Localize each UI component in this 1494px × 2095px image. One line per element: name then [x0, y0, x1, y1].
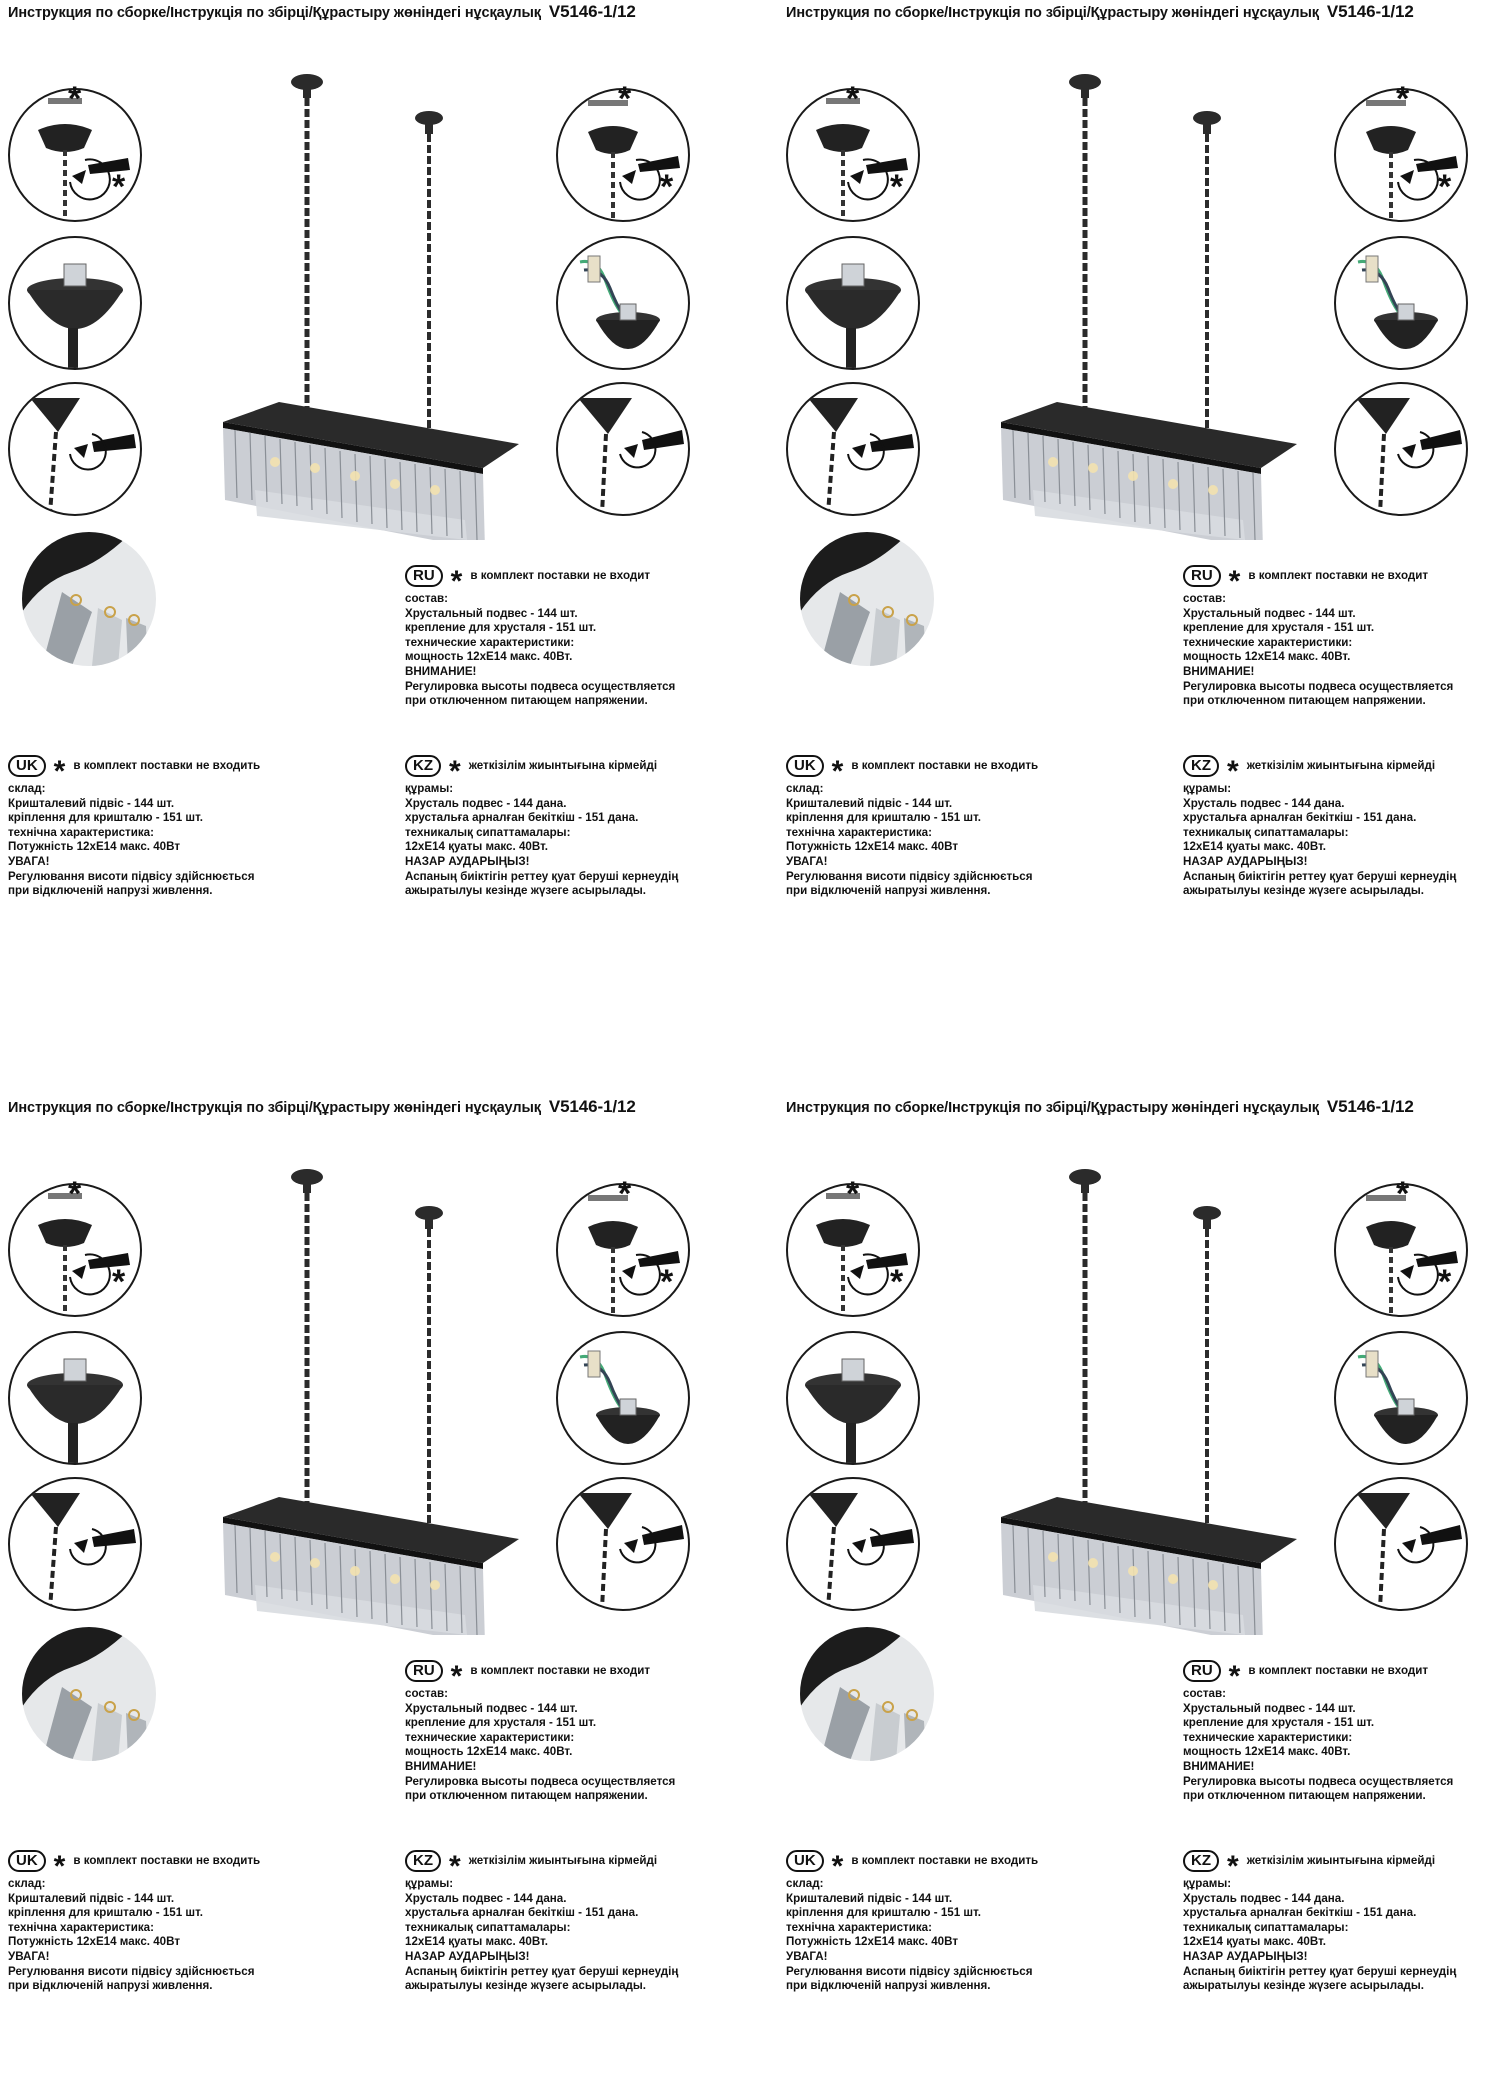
- ru-line: состав:: [405, 1687, 448, 1700]
- kz-line: ажыратылуы кезінде жүзеге асырылады.: [405, 1979, 647, 1993]
- kz-line: НАЗАР АУДАРЫҢЫЗ!: [405, 854, 530, 868]
- ru-line: Хрустальный подвес - 144 шт.: [1183, 606, 1356, 620]
- not-included-mark: *: [112, 168, 126, 206]
- uk-line: кріплення для кришталю - 151 шт.: [786, 1906, 981, 1920]
- step-canopy-tighten-left: [8, 382, 142, 516]
- uk-line: УВАГА!: [786, 854, 828, 868]
- ru-line: ВНИМАНИЕ!: [1183, 1759, 1255, 1773]
- kz-line: техникалық сипаттамалары:: [405, 1920, 571, 1934]
- ru-instructions: [405, 563, 675, 709]
- not-included-mark: *: [660, 1263, 674, 1301]
- canopy-tighten-icon: [788, 1479, 918, 1609]
- kz-line: Аспаның биіктігін реттеу қуат беруші кернеудің: [1183, 869, 1457, 883]
- not-included-mark: *: [618, 1175, 632, 1213]
- ru-line: Регулировка высоты подвеса осуществляется: [1183, 1774, 1454, 1788]
- uk-note: в комплект поставки не входить: [851, 1853, 1039, 1867]
- uk-line: Кришталевий підвіс - 144 шт.: [8, 796, 175, 810]
- ru-line: мощность 12xE14 макс. 40Вт.: [1183, 650, 1351, 664]
- uk-line: склад:: [786, 782, 824, 795]
- ru-line: Хрустальный подвес - 144 шт.: [1183, 1701, 1356, 1715]
- not-included-mark: *: [1228, 565, 1241, 598]
- sheet-title: [786, 1097, 1414, 1117]
- ru-line: мощность 12xE14 макс. 40Вт.: [405, 1745, 573, 1759]
- kz-line: Хрусталь подвес - 144 дана.: [405, 796, 567, 810]
- chandelier-icon: [993, 1165, 1303, 1635]
- wiring-icon: [1336, 1333, 1466, 1463]
- not-included-mark: *: [1227, 1850, 1239, 1883]
- ru-line: Хрустальный подвес - 144 шт.: [405, 606, 578, 620]
- ru-line: Хрустальный подвес - 144 шт.: [405, 1701, 578, 1715]
- kz-note: жеткізілім жиынтығына кірмейді: [1246, 758, 1436, 772]
- kz-line: НАЗАР АУДАРЫҢЫЗ!: [1183, 1949, 1308, 1963]
- not-included-mark: *: [1438, 168, 1452, 206]
- sheet-title: [786, 2, 1414, 22]
- canopy-tighten-icon: [10, 1479, 140, 1609]
- ru-line: крепление для хрусталя - 151 шт.: [1183, 1716, 1375, 1730]
- step-canopy-open-left: [786, 1331, 920, 1465]
- canopy-tighten-icon: [558, 1479, 688, 1609]
- ru-line: состав:: [405, 592, 448, 605]
- kz-line: Аспаның биіктігін реттеу қуат беруші кернеудің: [1183, 1964, 1457, 1978]
- ru-line: Регулировка высоты подвеса осуществляется: [1183, 679, 1454, 693]
- ru-line: состав:: [1183, 592, 1226, 605]
- lang-badge-uk: UK: [786, 1850, 824, 1872]
- ru-line: ВНИМАНИЕ!: [405, 1759, 477, 1773]
- lang-badge-uk: UK: [8, 1850, 46, 1872]
- instruction-sheet: [778, 1095, 1494, 2095]
- not-included-mark: *: [68, 1175, 82, 1213]
- model-code: V5146-1/12: [548, 1097, 636, 1116]
- lang-badge-ru: RU: [405, 1660, 443, 1682]
- ru-line: мощность 12xE14 макс. 40Вт.: [405, 650, 573, 664]
- title-text: Инструкция по сборке/Інструкція по збірці/Құрастыру жөніндегі нұсқаулық: [8, 1100, 541, 1116]
- kz-line: құрамы:: [1183, 1877, 1232, 1890]
- kz-line: құрамы:: [1183, 782, 1232, 795]
- title-text: Инструкция по сборке/Інструкція по збірці/Құрастыру жөніндегі нұсқаулық: [8, 5, 541, 21]
- uk-note: в комплект поставки не входить: [851, 758, 1039, 772]
- model-code: V5146-1/12: [1326, 1097, 1414, 1116]
- uk-line: УВАГА!: [8, 1949, 50, 1963]
- uk-line: Регулювання висоти підвісу здійснюється: [8, 869, 255, 883]
- not-included-mark: *: [449, 1850, 461, 1883]
- ru-line: ВНИМАНИЕ!: [1183, 664, 1255, 678]
- lang-badge-kz: KZ: [1183, 755, 1219, 777]
- canopy-tighten-icon: [558, 384, 688, 514]
- canopy-tighten-icon: [1336, 384, 1466, 514]
- uk-instructions: [786, 753, 1038, 899]
- uk-line: технічна характеристика:: [786, 1920, 932, 1934]
- step-wiring-right: [1334, 1331, 1468, 1465]
- ru-line: при отключенном питающем напряжении.: [1183, 694, 1426, 708]
- canopy-tighten-icon: [1336, 1479, 1466, 1609]
- not-included-mark: *: [846, 1175, 860, 1213]
- uk-line: при відключеній напрузі живлення.: [786, 884, 991, 898]
- ru-line: технические характеристики:: [405, 635, 575, 649]
- step-canopy-open-left: [8, 1331, 142, 1465]
- kz-line: Хрусталь подвес - 144 дана.: [1183, 1891, 1345, 1905]
- wiring-icon: [558, 1333, 688, 1463]
- ru-line: Регулировка высоты подвеса осуществляется: [405, 1774, 676, 1788]
- crystal-hook-detail-icon: [22, 532, 156, 666]
- chandelier-illustration: [215, 70, 525, 540]
- crystal-hook-detail-icon: [800, 532, 934, 666]
- kz-line: техникалық сипаттамалары:: [405, 825, 571, 839]
- sheet-title: [8, 2, 636, 22]
- ru-note: в комплект поставки не входит: [470, 1663, 651, 1677]
- uk-instructions: [8, 753, 260, 899]
- ru-instructions: [1183, 1658, 1453, 1804]
- step-canopy-open-left: [786, 236, 920, 370]
- crystal-hook-detail: [22, 1627, 156, 1761]
- kz-note: жеткізілім жиынтығына кірмейді: [468, 1853, 658, 1867]
- not-included-mark: *: [618, 80, 632, 118]
- crystal-hook-detail-icon: [22, 1627, 156, 1761]
- canopy-open-icon: [788, 1333, 918, 1463]
- step-canopy-tighten-right: [556, 382, 690, 516]
- ru-note: в комплект поставки не входит: [1248, 568, 1429, 582]
- instruction-sheet: [0, 1095, 747, 2095]
- step-canopy-tighten-left: [8, 1477, 142, 1611]
- uk-line: Кришталевий підвіс - 144 шт.: [786, 796, 953, 810]
- uk-line: технічна характеристика:: [8, 825, 154, 839]
- kz-line: Аспаның биіктігін реттеу қуат беруші кернеудің: [405, 1964, 679, 1978]
- uk-note: в комплект поставки не входить: [73, 758, 261, 772]
- kz-line: ажыратылуы кезінде жүзеге асырылады.: [1183, 884, 1425, 898]
- uk-line: Регулювання висоти підвісу здійснюється: [8, 1964, 255, 1978]
- not-included-mark: *: [1227, 755, 1239, 788]
- kz-line: хрустальға арналған бекіткіш - 151 дана.: [405, 1906, 639, 1920]
- uk-line: Кришталевий підвіс - 144 шт.: [8, 1891, 175, 1905]
- not-included-mark: *: [660, 168, 674, 206]
- lang-badge-kz: KZ: [405, 755, 441, 777]
- kz-line: техникалық сипаттамалары:: [1183, 1920, 1349, 1934]
- uk-line: технічна характеристика:: [786, 825, 932, 839]
- kz-line: хрустальға арналған бекіткіш - 151 дана.: [1183, 811, 1417, 825]
- kz-instructions: [405, 1848, 678, 1994]
- kz-line: 12xE14 қуаты макс. 40Вт.: [405, 1935, 548, 1949]
- uk-line: технічна характеристика:: [8, 1920, 154, 1934]
- chandelier-icon: [215, 70, 525, 540]
- kz-line: ажыратылуы кезінде жүзеге асырылады.: [405, 884, 647, 898]
- step-canopy-open-left: [8, 236, 142, 370]
- not-included-mark: *: [831, 1850, 844, 1883]
- canopy-open-icon: [788, 238, 918, 368]
- uk-line: Кришталевий підвіс - 144 шт.: [786, 1891, 953, 1905]
- uk-note: в комплект поставки не входить: [73, 1853, 261, 1867]
- ru-line: технические характеристики:: [1183, 1730, 1353, 1744]
- kz-line: НАЗАР АУДАРЫҢЫЗ!: [1183, 854, 1308, 868]
- title-text: Инструкция по сборке/Інструкція по збірці/Құрастыру жөніндегі нұсқаулық: [786, 1100, 1319, 1116]
- ru-note: в комплект поставки не входит: [470, 568, 651, 582]
- lang-badge-uk: UK: [8, 755, 46, 777]
- canopy-tighten-icon: [788, 384, 918, 514]
- lang-badge-kz: KZ: [405, 1850, 441, 1872]
- uk-line: Регулювання висоти підвісу здійснюється: [786, 1964, 1033, 1978]
- not-included-mark: *: [846, 80, 860, 118]
- kz-line: құрамы:: [405, 1877, 454, 1890]
- instruction-sheet: [0, 0, 747, 1000]
- ru-line: состав:: [1183, 1687, 1226, 1700]
- not-included-mark: *: [890, 1263, 904, 1301]
- not-included-mark: *: [53, 755, 66, 788]
- ru-line: Регулировка высоты подвеса осуществляется: [405, 679, 676, 693]
- not-included-mark: *: [112, 1263, 126, 1301]
- uk-line: при відключеній напрузі живлення.: [8, 1979, 213, 1993]
- step-wiring-right: [556, 236, 690, 370]
- chandelier-icon: [993, 70, 1303, 540]
- kz-line: ажыратылуы кезінде жүзеге асырылады.: [1183, 1979, 1425, 1993]
- uk-line: Потужність 12хE14 макс. 40Вт: [8, 1935, 180, 1949]
- uk-line: при відключеній напрузі живлення.: [786, 1979, 991, 1993]
- kz-line: техникалық сипаттамалары:: [1183, 825, 1349, 839]
- kz-instructions: [1183, 1848, 1456, 1994]
- ru-line: крепление для хрусталя - 151 шт.: [1183, 621, 1375, 635]
- not-included-mark: *: [449, 755, 461, 788]
- kz-line: құрамы:: [405, 782, 454, 795]
- step-wiring-right: [556, 1331, 690, 1465]
- step-canopy-tighten-right: [1334, 1477, 1468, 1611]
- ru-line: при отключенном питающем напряжении.: [405, 694, 648, 708]
- kz-note: жеткізілім жиынтығына кірмейді: [468, 758, 658, 772]
- not-included-mark: *: [890, 168, 904, 206]
- ru-line: при отключенном питающем напряжении.: [405, 1789, 648, 1803]
- chandelier-icon: [215, 1165, 525, 1635]
- uk-line: склад:: [786, 1877, 824, 1890]
- uk-line: склад:: [8, 782, 46, 795]
- model-code: V5146-1/12: [1326, 2, 1414, 21]
- not-included-mark: *: [1396, 80, 1410, 118]
- lang-badge-uk: UK: [786, 755, 824, 777]
- kz-instructions: [1183, 753, 1456, 899]
- not-included-mark: *: [450, 565, 463, 598]
- uk-line: при відключеній напрузі живлення.: [8, 884, 213, 898]
- uk-line: Регулювання висоти підвісу здійснюється: [786, 869, 1033, 883]
- kz-line: 12xE14 қуаты макс. 40Вт.: [1183, 1935, 1326, 1949]
- kz-note: жеткізілім жиынтығына кірмейді: [1246, 1853, 1436, 1867]
- uk-line: Потужність 12хE14 макс. 40Вт: [786, 1935, 958, 1949]
- crystal-hook-detail: [800, 532, 934, 666]
- ru-instructions: [405, 1658, 675, 1804]
- not-included-mark: *: [68, 80, 82, 118]
- canopy-tighten-icon: [10, 384, 140, 514]
- uk-line: кріплення для кришталю - 151 шт.: [786, 811, 981, 825]
- ru-line: крепление для хрусталя - 151 шт.: [405, 1716, 597, 1730]
- kz-line: Хрусталь подвес - 144 дана.: [1183, 796, 1345, 810]
- model-code: V5146-1/12: [548, 2, 636, 21]
- wiring-icon: [558, 238, 688, 368]
- lang-badge-ru: RU: [405, 565, 443, 587]
- not-included-mark: *: [1438, 1263, 1452, 1301]
- uk-instructions: [786, 1848, 1038, 1994]
- kz-line: Хрусталь подвес - 144 дана.: [405, 1891, 567, 1905]
- ru-line: технические характеристики:: [1183, 635, 1353, 649]
- lang-badge-kz: KZ: [1183, 1850, 1219, 1872]
- chandelier-illustration: [215, 1165, 525, 1635]
- step-canopy-tighten-right: [1334, 382, 1468, 516]
- step-wiring-right: [1334, 236, 1468, 370]
- canopy-open-icon: [10, 1333, 140, 1463]
- not-included-mark: *: [1396, 1175, 1410, 1213]
- title-text: Инструкция по сборке/Інструкція по збірці/Құрастыру жөніндегі нұсқаулық: [786, 5, 1319, 21]
- ru-line: крепление для хрусталя - 151 шт.: [405, 621, 597, 635]
- lang-badge-ru: RU: [1183, 1660, 1221, 1682]
- kz-line: 12xE14 қуаты макс. 40Вт.: [405, 840, 548, 854]
- ru-note: в комплект поставки не входит: [1248, 1663, 1429, 1677]
- uk-instructions: [8, 1848, 260, 1994]
- crystal-hook-detail: [22, 532, 156, 666]
- canopy-open-icon: [10, 238, 140, 368]
- ru-line: при отключенном питающем напряжении.: [1183, 1789, 1426, 1803]
- uk-line: УВАГА!: [786, 1949, 828, 1963]
- wiring-icon: [1336, 238, 1466, 368]
- lang-badge-ru: RU: [1183, 565, 1221, 587]
- uk-line: УВАГА!: [8, 854, 50, 868]
- instruction-sheet: [778, 0, 1494, 1000]
- ru-line: мощность 12xE14 макс. 40Вт.: [1183, 1745, 1351, 1759]
- uk-line: Потужність 12хE14 макс. 40Вт: [8, 840, 180, 854]
- crystal-hook-detail-icon: [800, 1627, 934, 1761]
- ru-line: технические характеристики:: [405, 1730, 575, 1744]
- ru-line: ВНИМАНИЕ!: [405, 664, 477, 678]
- crystal-hook-detail: [800, 1627, 934, 1761]
- kz-line: 12xE14 қуаты макс. 40Вт.: [1183, 840, 1326, 854]
- kz-line: НАЗАР АУДАРЫҢЫЗ!: [405, 1949, 530, 1963]
- not-included-mark: *: [831, 755, 844, 788]
- chandelier-illustration: [993, 1165, 1303, 1635]
- uk-line: Потужність 12хE14 макс. 40Вт: [786, 840, 958, 854]
- kz-instructions: [405, 753, 678, 899]
- uk-line: склад:: [8, 1877, 46, 1890]
- uk-line: кріплення для кришталю - 151 шт.: [8, 811, 203, 825]
- step-canopy-tighten-right: [556, 1477, 690, 1611]
- sheet-title: [8, 1097, 636, 1117]
- kz-line: хрустальға арналған бекіткіш - 151 дана.: [405, 811, 639, 825]
- ru-instructions: [1183, 563, 1453, 709]
- kz-line: Аспаның биіктігін реттеу қуат беруші кернеудің: [405, 869, 679, 883]
- not-included-mark: *: [53, 1850, 66, 1883]
- not-included-mark: *: [450, 1660, 463, 1693]
- not-included-mark: *: [1228, 1660, 1241, 1693]
- step-canopy-tighten-left: [786, 382, 920, 516]
- step-canopy-tighten-left: [786, 1477, 920, 1611]
- kz-line: хрустальға арналған бекіткіш - 151 дана.: [1183, 1906, 1417, 1920]
- uk-line: кріплення для кришталю - 151 шт.: [8, 1906, 203, 1920]
- chandelier-illustration: [993, 70, 1303, 540]
